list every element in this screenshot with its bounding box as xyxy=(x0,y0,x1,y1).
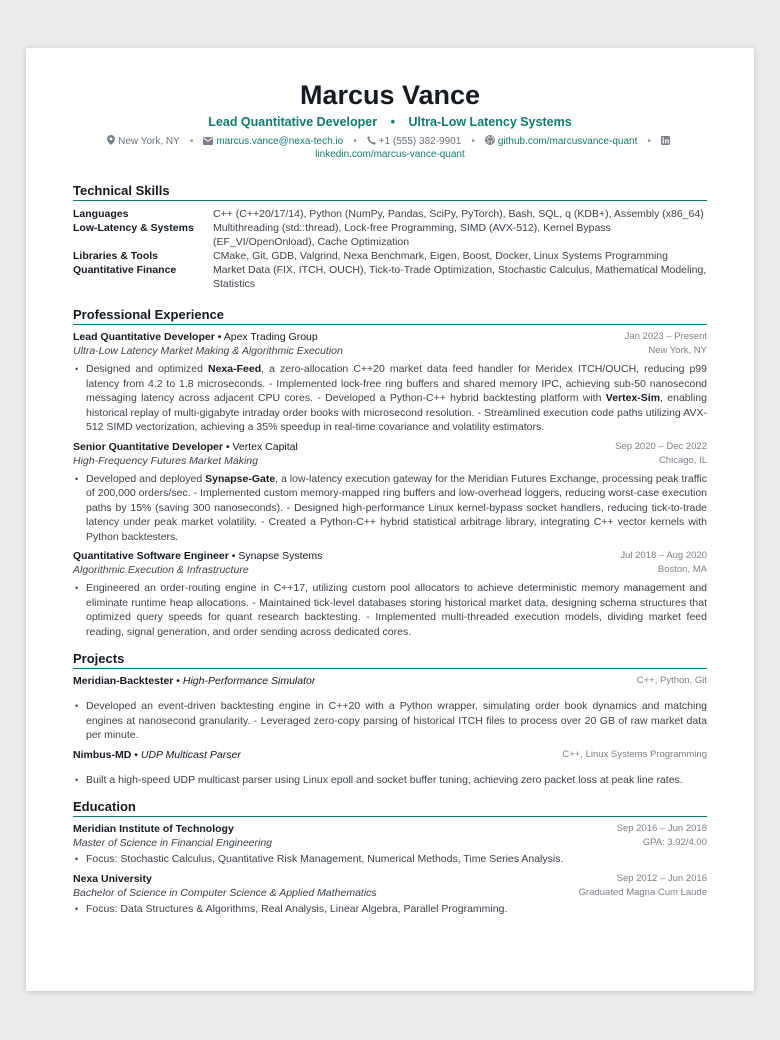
school-name: Meridian Institute of Technology xyxy=(73,823,234,835)
skill-value: Market Data (FIX, ITCH, OUCH), Tick-to-Trade Optimization, Stochastic Calculus, Mathematical Modeling, Statistics xyxy=(213,264,707,290)
education-note: Graduated Magna Cum Laude xyxy=(578,886,707,898)
contact-separator: • xyxy=(353,136,357,147)
job-role: Senior Quantitative Developer xyxy=(73,440,223,453)
contact-linkedin-icon-wrap xyxy=(661,135,673,148)
education-dates: Sep 2012 – Jun 2016 xyxy=(616,872,707,884)
job-bullets xyxy=(73,362,707,435)
project-entry: Meridian-Backtester • High-Performance Simulator C++, Python, Git • Developed an event-driven backtesting engine in C++20 with a Python wrapper, simulating order book dynamics and matching engines at nanosecond granularity. - Leveraged zero-copy parsing of historical ITCH files to process over 20 GB of raw market data per minute. xyxy=(73,674,707,743)
resume-page xyxy=(26,48,754,991)
github-icon xyxy=(485,135,495,145)
project-name: Nimbus-MD xyxy=(73,748,132,761)
school-name: Nexa University xyxy=(73,872,152,885)
education-bullet: • Focus: Data Structures & Algorithms, Real Analysis, Linear Algebra, Parallel Programming. xyxy=(73,902,707,917)
job-location: Chicago, IL xyxy=(658,454,707,466)
job-subtitle: High-Frequency Futures Market Making xyxy=(73,454,258,467)
project-bullet: • Developed an event-driven backtesting engine in C++20 with a Python wrapper, simulating order book dynamics and matching engines at nanosecond granularity. - Leveraged zero-copy parsing of historical ITCH files to process over 20 GB of raw market data per minute. xyxy=(73,699,707,743)
job-subtitle: Ultra-Low Latency Market Making & Algorithmic Execution xyxy=(73,345,343,357)
skill-row xyxy=(73,263,707,291)
phone-text: +1 (555) 382-9901 xyxy=(378,136,462,147)
project-bullets xyxy=(73,699,707,743)
job-subtitle: Algorithmic Execution & Infrastructure xyxy=(73,564,249,576)
education-entry xyxy=(73,872,707,917)
projects-title: Projects xyxy=(73,651,707,669)
job-dates: Jan 2023 – Present xyxy=(624,331,707,342)
skills-table xyxy=(73,207,707,291)
project-bullets xyxy=(73,773,707,788)
contact-line xyxy=(73,135,707,161)
headline-focus: Ultra-Low Latency Systems xyxy=(408,115,572,129)
skill-category: Quantitative Finance xyxy=(73,264,177,276)
job-entry: Lead Quantitative Developer • Apex Trading Group Jan 2023 – Present Ultra-Low Latency Market Making & Algorithmic Execution New York, NY • Designed and optimized Nexa-Feed, a zero-allocation C++20 market data feed handler for Meridex ITCH/OUCH, reducing p99 latency from 4.2 to 1.8 microseconds. - Implemented lock-free ring buffers and shared memory IPC, achieving sub-50 nanosecond messaging latency across adjacent CPU cores. - Developed a Python-C++ hybrid backtesting platform with Vertex-Sim, enabling historical replay of multi-gigabyte intraday order books with microsecond resolution. - Streamlined execution code paths utilizing AVX-512 SIMD vectorization, achieving a 35% speedup in real-time covariance and volatility estimators. xyxy=(73,330,707,435)
skill-row xyxy=(73,249,707,263)
job-bullets xyxy=(73,472,707,545)
degree: Bachelor of Science in Computer Science & Applied Mathematics xyxy=(73,886,377,899)
job-bullet: • Engineered an order-routing engine in C++17, utilizing custom pool allocators to achieve deterministic memory management and eliminate runtime heap allocations. - Maintained tick-level databases storing historical market data, designing schema structures that optimized query speeds for quant research backtesting. - Implemented multi-threaded execution models, dividing market feed reading, signal generation, and order sending across dedicated cores. xyxy=(73,581,707,639)
contact-email xyxy=(203,135,343,148)
email-link[interactable]: marcus.vance@nexa-tech.io xyxy=(216,136,344,147)
skill-category: Low-Latency & Systems xyxy=(73,222,194,234)
envelope-icon xyxy=(203,137,213,145)
contact-separator: • xyxy=(647,136,651,147)
phone-icon xyxy=(367,136,376,145)
job-dates: Sep 2020 – Dec 2022 xyxy=(615,440,707,452)
education-bullets xyxy=(73,902,707,917)
project-highlight: Nexa-Feed xyxy=(208,363,262,375)
project-highlight: Vertex-Sim xyxy=(605,392,661,404)
job-location: New York, NY xyxy=(648,345,707,356)
skill-value: Multithreading (std::thread), Lock-free Programming, SIMD (AVX-512), Kernel Bypass (EF_VI/OpenOnload), Cache Optimization xyxy=(213,222,611,248)
education-dates: Sep 2016 – Jun 2018 xyxy=(616,823,707,834)
contact-location xyxy=(107,135,180,148)
map-pin-icon xyxy=(107,135,115,145)
project-tagline: UDP Multicast Parser xyxy=(140,748,241,761)
job-location: Boston, MA xyxy=(657,564,707,575)
project-highlight: Synapse-Gate xyxy=(205,472,276,485)
contact-separator: • xyxy=(471,136,475,147)
job-bullets xyxy=(73,581,707,639)
project-bullet: • Built a high-speed UDP multicast parser using Linux epoll and socket buffer tuning, achieving zero packet loss at peak line rates. xyxy=(73,773,707,788)
location-text: New York, NY xyxy=(118,136,180,147)
linkedin-icon xyxy=(661,136,670,145)
job-company: Synapse Systems xyxy=(238,550,323,562)
job-company: Apex Trading Group xyxy=(223,331,318,343)
education-note: GPA: 3.92/4.00 xyxy=(642,837,707,848)
job-role: Lead Quantitative Developer xyxy=(73,331,215,343)
project-name: Meridian-Backtester xyxy=(73,675,174,687)
project-tech: C++, Python, Git xyxy=(636,675,707,686)
contact-phone xyxy=(367,135,462,148)
job-bullet: • Developed and deployed Synapse-Gate, a low-latency execution gateway for the Meridian Futures Exchange, processing peak traffic of 200,000 orders/sec. - Implemented custom memory-mapped ring buffers and low-overhead loggers, reducing worst-case execution paths by 15% (saving 300 nanoseconds). - Designed high-performance Linux kernel-bypass socket handlers, reducing tick-to-trade latency under peak market volatility. - Created a Python-C++ hybrid statistical arbitrage library, integrating C++ vector kernels with Python backtesters. xyxy=(73,472,707,545)
skill-value: C++ (C++20/17/14), Python (NumPy, Pandas, SciPy, PyTorch), Bash, SQL, q (KDB+), Assembly (x86_64) xyxy=(213,208,704,220)
project-tagline: High-Performance Simulator xyxy=(182,675,316,687)
skill-row xyxy=(73,207,707,221)
experience-section xyxy=(73,307,707,639)
headline xyxy=(73,114,707,130)
contact-separator: • xyxy=(189,136,194,147)
skill-category: Languages xyxy=(73,208,129,220)
skill-row xyxy=(73,221,707,249)
education-entry xyxy=(73,822,707,867)
job-entry: Quantitative Software Engineer • Synapse Systems Jul 2018 – Aug 2020 Algorithmic Execution & Infrastructure Boston, MA • Engineered an order-routing engine in C++17, utilizing custom pool allocators to achieve deterministic memory management and eliminate runtime heap allocations. - Maintained tick-level databases storing historical market data, designing schema structures that optimized query speeds for quant research backtesting. - Implemented multi-threaded execution models, dividing market feed reading, signal generation, and order sending across dedicated cores. xyxy=(73,549,707,639)
education-title: Education xyxy=(73,799,707,817)
headline-separator: • xyxy=(390,115,395,129)
job-bullet: • Designed and optimized Nexa-Feed, a zero-allocation C++20 market data feed handler for Meridex ITCH/OUCH, reducing p99 latency from 4.2 to 1.8 microseconds. - Implemented lock-free ring buffers and shared memory IPC, achieving sub-50 nanosecond messaging latency across adjacent CPU cores. - Developed a Python-C++ hybrid backtesting platform with Vertex-Sim, enabling historical replay of multi-gigabyte intraday order books with microsecond resolution. - Streamlined execution code paths utilizing AVX-512 SIMD vectorization, achieving a 35% speedup in real-time covariance and volatility estimators. xyxy=(73,362,707,435)
projects-section xyxy=(73,651,707,787)
linkedin-link[interactable]: linkedin.com/marcus-vance-quant xyxy=(315,149,465,160)
education-section xyxy=(73,799,707,916)
education-bullets xyxy=(73,852,707,867)
contact-github xyxy=(485,135,638,148)
degree: Master of Science in Financial Engineering xyxy=(73,837,273,849)
skills-section xyxy=(73,183,707,291)
headline-role: Lead Quantitative Developer xyxy=(208,115,378,129)
github-link[interactable]: github.com/marcusvance-quant xyxy=(497,136,638,147)
skills-title: Technical Skills xyxy=(73,183,707,201)
project-tech: C++, Linux Systems Programming xyxy=(562,748,707,760)
job-dates: Jul 2018 – Aug 2020 xyxy=(620,550,707,561)
job-role: Quantitative Software Engineer xyxy=(73,550,229,562)
project-entry: Nimbus-MD • UDP Multicast Parser C++, Linux Systems Programming • Built a high-speed UDP multicast parser using Linux epoll and socket buffer tuning, achieving zero packet loss at peak line rates. xyxy=(73,748,707,788)
skill-category: Libraries & Tools xyxy=(73,250,158,262)
experience-title: Professional Experience xyxy=(73,307,707,325)
candidate-name: Marcus Vance xyxy=(299,80,481,110)
education-bullet: • Focus: Stochastic Calculus, Quantitative Risk Management, Numerical Methods, Time Series Analysis. xyxy=(73,852,707,867)
job-entry: Senior Quantitative Developer • Vertex Capital Sep 2020 – Dec 2022 High-Frequency Futures Market Making Chicago, IL • Developed and deployed Synapse-Gate, a low-latency execution gateway for the Meridian Futures Exchange, processing peak traffic of 200,000 orders/sec. - Implemented custom memory-mapped ring buffers and low-overhead loggers, reducing worst-case execution paths by 15% (saving 300 nanoseconds). - Designed high-performance Linux kernel-bypass socket handlers, reducing tick-to-trade latency under peak market volatility. - Created a Python-C++ hybrid statistical arbitrage library, integrating C++ vector kernels with Python backtesters. xyxy=(73,440,707,545)
skill-value: CMake, Git, GDB, Valgrind, Nexa Benchmark, Eigen, Boost, Docker, Linux Systems Programming xyxy=(213,250,668,262)
job-company: Vertex Capital xyxy=(232,440,298,453)
resume-content xyxy=(73,78,707,916)
